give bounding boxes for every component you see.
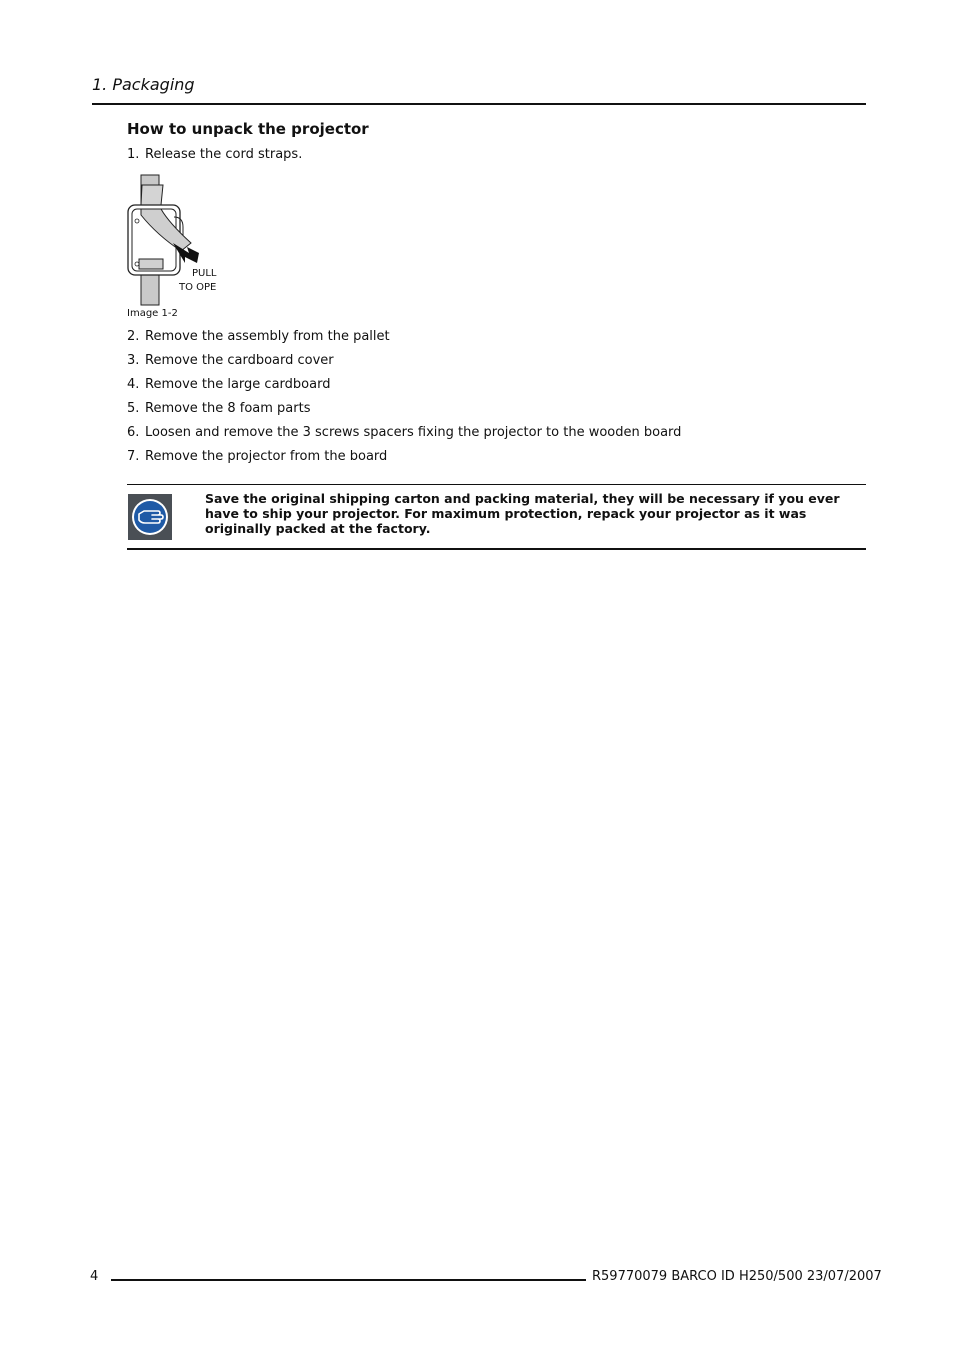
step-number: 7. [127, 449, 140, 464]
chapter-title: 1. Packaging [92, 75, 195, 94]
step-number: 5. [127, 401, 140, 416]
figure-caption: Image 1-2 [127, 308, 178, 319]
page-number: 4 [90, 1269, 99, 1284]
step-item [127, 401, 310, 416]
step-text: Release the cord straps. [145, 147, 303, 162]
step-text: Remove the cardboard cover [145, 353, 334, 368]
step-text: Remove the assembly from the pallet [145, 329, 390, 344]
cord-strap-illustration [127, 173, 237, 308]
step-text: Remove the large cardboard [145, 377, 331, 392]
step-number: 1. [127, 147, 140, 162]
step-item [127, 425, 681, 440]
step-number: 4. [127, 377, 140, 392]
step-number: 2. [127, 329, 140, 344]
note-text: Save the original shipping carton and packing material, they will be necessary if you ever have to ship your projector. For maximum protection, repack your projector as it was originally packed at the factory. [205, 491, 840, 536]
step-item [127, 377, 330, 392]
step-text: Remove the 8 foam parts [145, 401, 311, 416]
note-top-rule [127, 484, 866, 485]
footer-rule [111, 1279, 586, 1281]
pull-label-line1: PULL [192, 268, 217, 279]
step-item [127, 329, 390, 344]
step-item [127, 147, 302, 162]
step-item [127, 449, 387, 464]
header-rule [92, 103, 866, 105]
step-item [127, 353, 334, 368]
step-text: Remove the projector from the board [145, 449, 388, 464]
section-title: How to unpack the projector [127, 120, 369, 138]
step-number: 6. [127, 425, 140, 440]
step-number: 3. [127, 353, 140, 368]
footer-doc-info: R59770079 BARCO ID H250/500 23/07/2007 [592, 1269, 882, 1284]
step-text: Loosen and remove the 3 screws spacers fixing the projector to the wooden board [145, 425, 682, 440]
pull-label-line2: TO OPE [179, 282, 217, 293]
note-bottom-rule [127, 548, 866, 550]
pointing-hand-icon [128, 494, 172, 540]
